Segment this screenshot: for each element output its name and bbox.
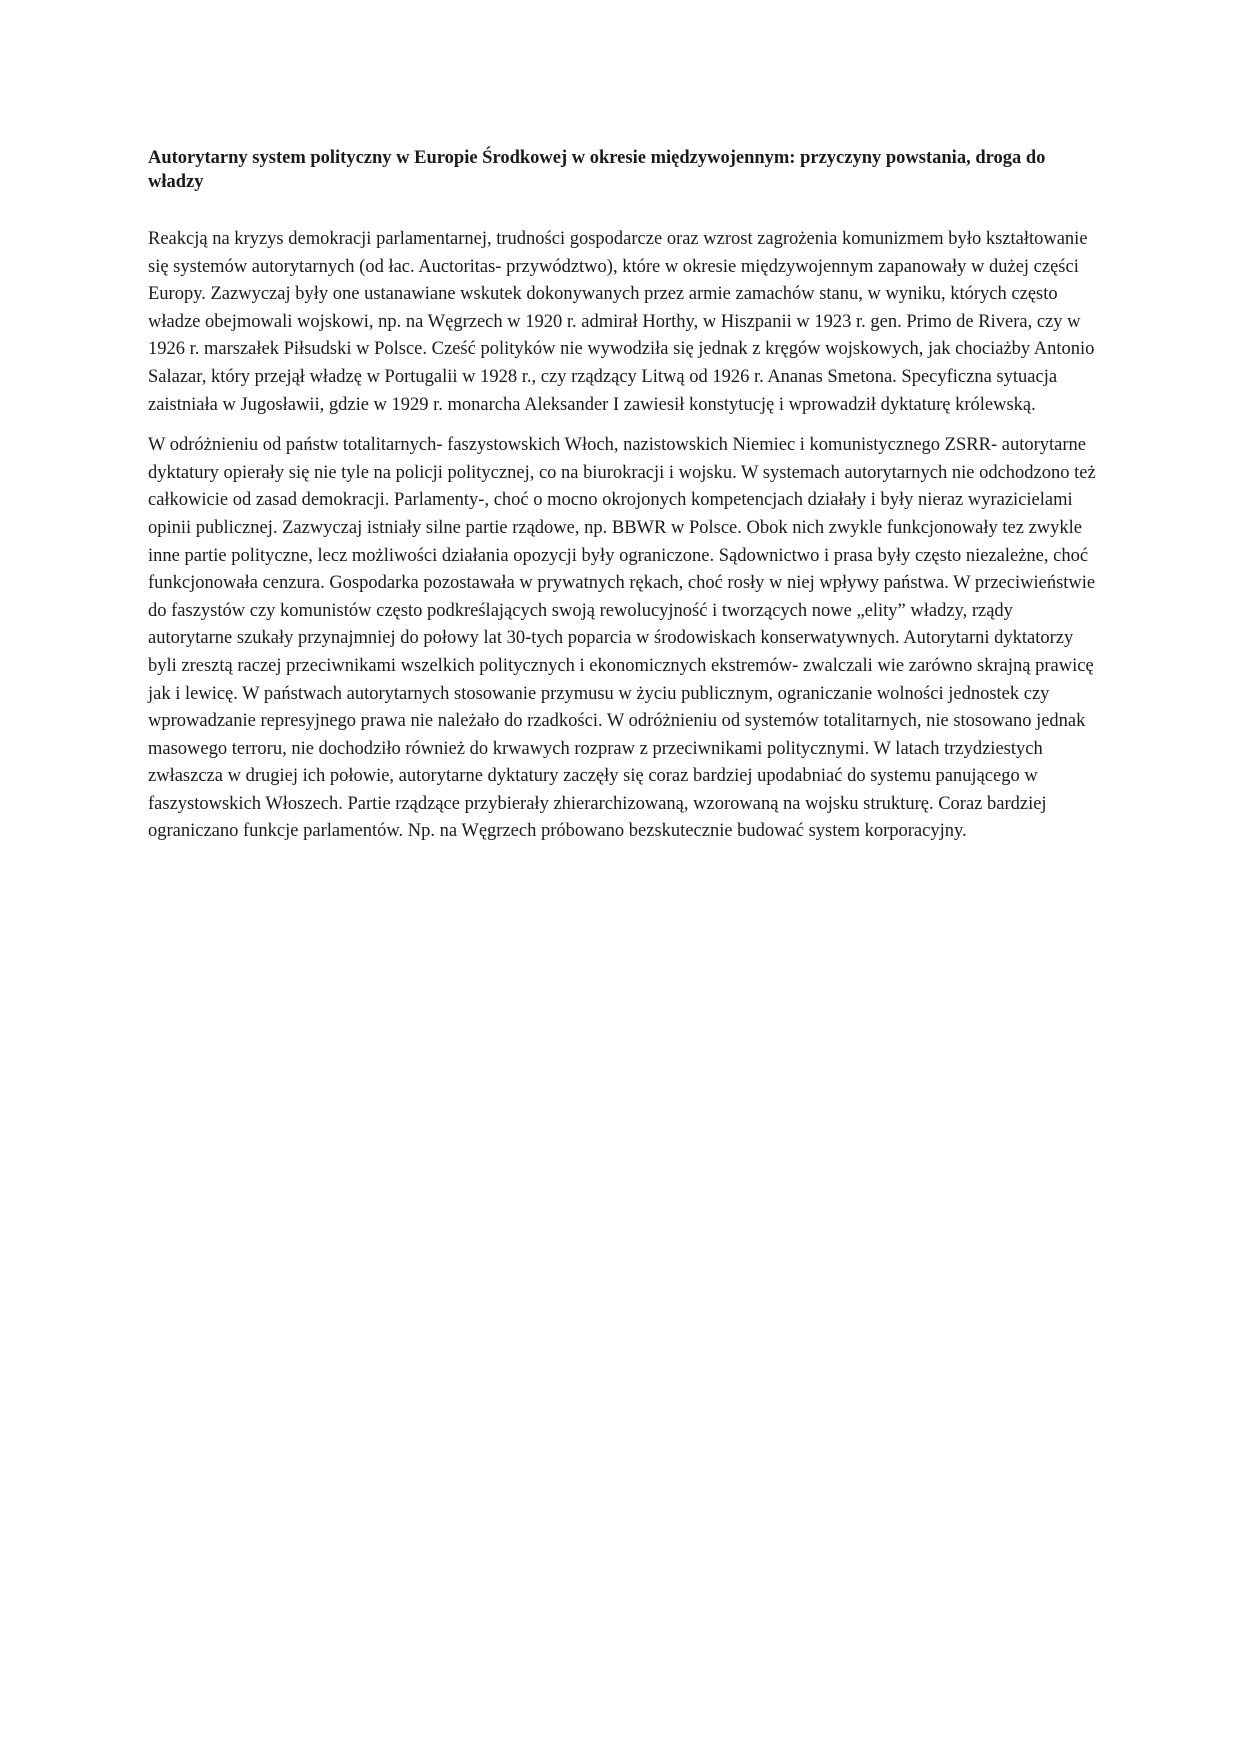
paragraph-2: W odróżnieniu od państw totalitarnych- faszystowskich Włoch, nazistowskich Niemiec i komunistycznego ZSRR- autorytarne dyktatury opierały się nie tyle na policji politycznej, co na biurokracji i wojsku. W systemach autorytarnych nie odchodzono też całkowicie od zasad demokracji. Parlamenty-, choć o mocno okrojonych kompetencjach działały i były nieraz wyrazicielami opinii publicznej. Zazwyczaj istniały silne partie rządowe, np. BBWR w Polsce. Obok nich zwykle funkcjonowały tez zwykle inne partie polityczne, lecz możliwości działania opozycji były ograniczone. Sądownictwo i prasa były często niezależne, choć funkcjonowała cenzura. Gospodarka pozostawała w prywatnych rękach, choć rosły w niej wpływy państwa. W przeciwieństwie do faszystów czy komunistów często podkreślających swoją rewolucyjność i tworzących nowe „elity” władzy, rządy autorytarne szukały przynajmniej do połowy lat 30-tych poparcia w środowiskach konserwatywnych. Autorytarni dyktatorzy byli zresztą raczej przeciwnikami wszelkich politycznych i ekonomicznych ekstremów- zwalczali wie zarówno skrajną prawicę jak i lewicę. W państwach autorytarnych stosowanie przymusu w życiu publicznym, ograniczanie wolności jednostek czy wprowadzanie represyjnego prawa nie należało do rzadkości. W odróżnieniu od systemów totalitarnych, nie stosowano jednak masowego terroru, nie dochodziło również do krwawych rozpraw z przeciwnikami politycznymi. W latach trzydziestych zwłaszcza w drugiej ich połowie, autorytarne dyktatury zaczęły się coraz bardziej upodabniać do systemu panującego w faszystowskich Włoszech. Partie rządzące przybierały zhierarchizowaną, wzorowaną na wojsku strukturę. Coraz bardziej ograniczano funkcje parlamentów. Np. na Węgrzech próbowano bezskutecznie budować system korporacyjny. [148, 435, 1096, 842]
document-title: Autorytarny system polityczny w Europie Środkowej w okresie międzywojennym: przyczyny powstania, droga do władzy [148, 148, 1046, 192]
document-body [148, 146, 1098, 859]
paragraph-1: Reakcją na kryzys demokracji parlamentarnej, trudności gospodarcze oraz wzrost zagrożenia komunizmem było kształtowanie się systemów autorytarnych (od łac. Auctoritas- przywództwo), które w okresie międzywojennym zapanowały w dużej części Europy. Zazwyczaj były one ustanawiane wskutek dokonywanych przez armie zamachów stanu, w wyniku, których często władze obejmowali wojskowi, np. na Węgrzech w 1920 r. admirał Horthy, w Hiszpanii w 1923 r. gen. Primo de Rivera, czy w 1926 r. marszałek Piłsudski w Polsce. Cześć polityków nie wywodziła się jednak z kręgów wojskowych, jak chociażby Antonio Salazar, który przejął władzę w Portugalii w 1928 r., czy rządzący Litwą od 1926 r. Ananas Smetona. Specyficzna sytuacja zaistniała w Jugosławii, gdzie w 1929 r. monarcha Aleksander I zawiesił konstytucję i wprowadził dyktaturę królewską. [148, 229, 1095, 415]
